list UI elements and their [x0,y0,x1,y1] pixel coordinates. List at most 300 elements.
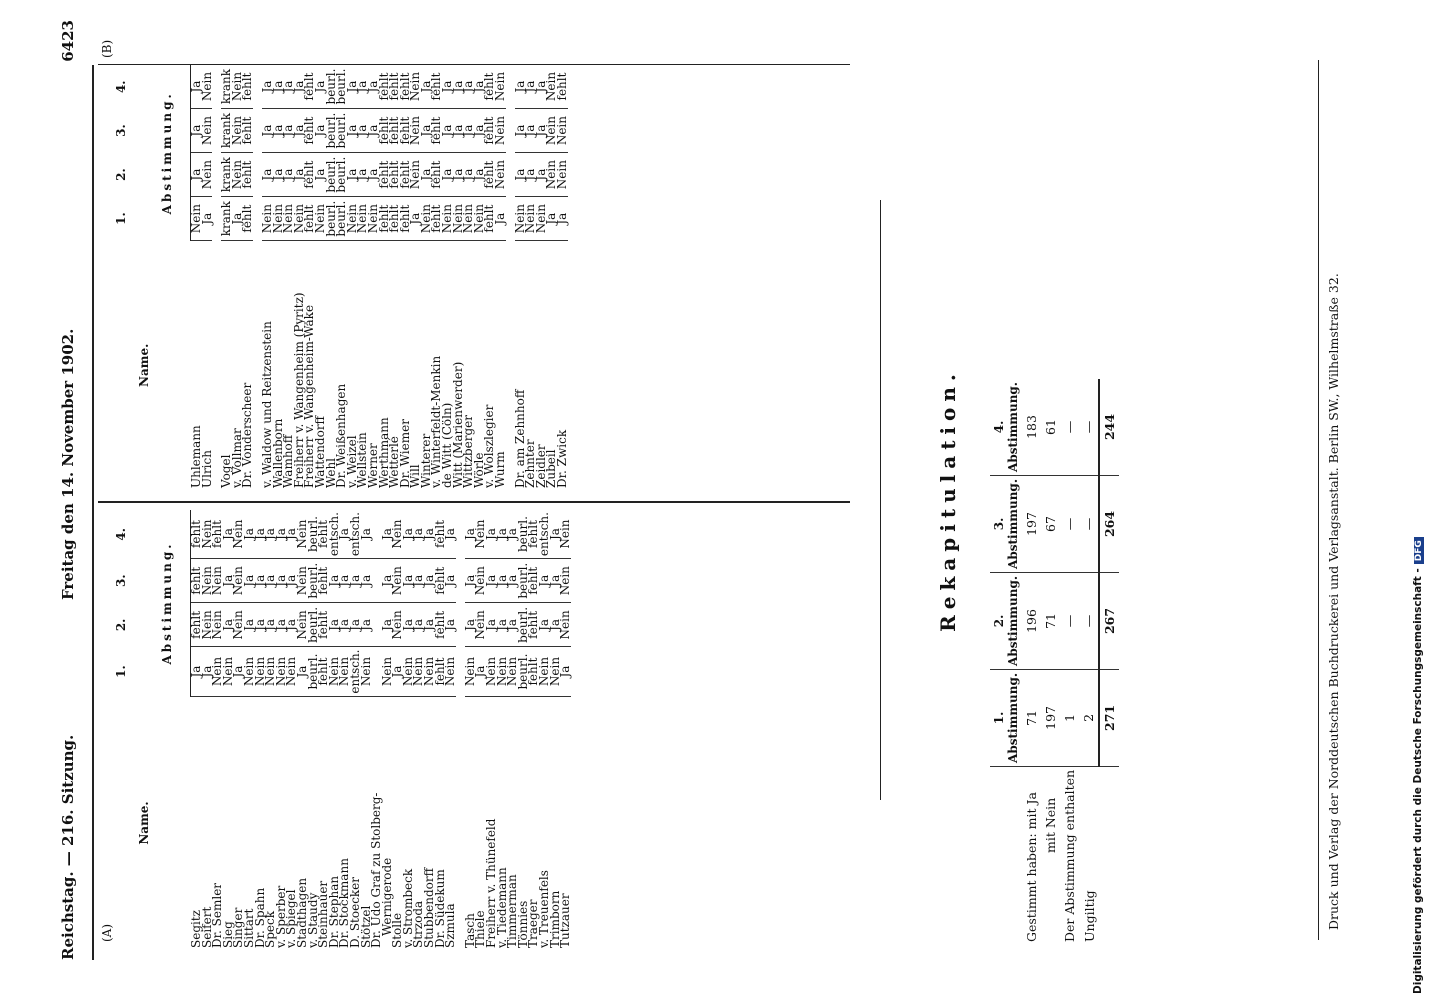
vote-cell-4: Ja [515,65,526,109]
vote-cell-4: fehlt [435,510,446,559]
vote-cell-3: Nein [560,559,571,603]
vote-cell-3: fehlt [379,109,390,153]
vote-cell-3: Ja [424,559,435,603]
vote-cell-4: Nein [233,510,244,559]
vote-cell-2: Ja [255,603,266,647]
recap-header-4: 4. Abstimmung. [990,379,1022,475]
vote-cell-3: fehlt [318,559,329,603]
vote-cell-2: fehlt [242,153,253,197]
vote-cell-4: Ja [474,65,485,109]
member-name: Zubeil [544,449,559,488]
vote-cell-1: Nein [339,647,350,696]
vote-cell-3: fehlt [528,559,539,603]
member-name: Steinhauer [316,880,331,948]
vote-cell-2: Nein [560,603,571,647]
vote-cell-1: Ja [202,197,213,241]
vote-cell-1: Nein [421,197,432,241]
vote-cell-2: krank [221,153,232,197]
vote-cell-3: Nein [232,109,243,153]
table-row [495,65,506,490]
vote-cell-4: fehlt [389,65,400,109]
member-name: Wetterlé [387,436,402,488]
vote-cell-4: Ja [191,65,202,109]
vote-cell-4: Nein [495,65,506,109]
vote-cell-3: Ja [465,559,476,603]
vote-cell-1: Ja [233,647,244,696]
vote-cell-1: fehlt [484,197,495,241]
vote-cell-2: Ja [421,153,432,197]
vote-cell-2: fehlt [431,153,442,197]
vote-cell-3: Ja [361,559,372,603]
member-name: v. Weizel [344,435,359,488]
vote-cell-1: fehlt [242,197,253,241]
vote-cell-3: Ja [262,109,273,153]
vote-cell-3: Nein [495,109,506,153]
vote-cell-1: Ja [232,197,243,241]
vote-cell-4: Ja [442,65,453,109]
vote-cell-1: Nein [283,197,294,241]
vote-cell-4: Ja [294,65,305,109]
member-name: Zeidler [533,444,548,488]
vote-cell-2: Nein [410,153,421,197]
vote-cell-1: fehlt [431,197,442,241]
member-name: Wellstein [355,432,370,488]
member-name: Will [408,464,423,488]
vote-cell-4: Ja [463,65,474,109]
vote-cell-2: Ja [283,153,294,197]
vote-cell-2: Ja [273,153,284,197]
member-name: Sieg [220,921,235,948]
recap-value-3: 197 [1022,475,1041,572]
vote-cell-1: Ja [495,197,506,241]
vote-cell-3: fehlt [484,109,495,153]
vote-cell-2: Ja [507,603,518,647]
vote-cell-3: beurl. [326,109,337,153]
recap-table [990,379,1119,945]
vote-cell-1: Nein [486,647,497,696]
vote-cell-3: Nein [557,109,568,153]
vote-cell-4: fehlt [484,65,495,109]
recap-value-3: — [1060,475,1079,572]
member-name: Stadthagen [294,877,309,948]
vote-cell-1: Nein [463,197,474,241]
vote-cell-3: Ja [536,109,547,153]
recap-value-2: — [1079,572,1099,669]
vote-cell-4: Nein [202,65,213,109]
section-rule [880,200,881,800]
vote-num-4: 4. [113,528,128,541]
vote-cell-4: beurl. [308,510,319,559]
vote-cell-4: Ja [445,510,456,559]
vote-cell-1: Nein [424,647,435,696]
vote-cell-2: Ja [525,153,536,197]
table-row [560,510,571,950]
vote-cell-4: Ja [507,510,518,559]
member-name: Freiherr v. Wangenheim-Wake [302,304,317,488]
vote-cell-2: fehlt [304,153,315,197]
votes-header: Abstimmung. [144,65,191,241]
vote-cell-3: Nein [475,559,486,603]
vote-cell-1: fehlt [400,197,411,241]
vote-cell-1: Ja [557,197,568,241]
vote-cell-3: Nein [410,109,421,153]
vote-cell-3: Ja [453,109,464,153]
vote-cell-4: Nein [297,510,308,559]
vote-cell-3: Ja [350,559,361,603]
vote-cell-3: Ja [315,109,326,153]
member-name: Wurm [493,451,508,488]
member-name: v. Spiegel [284,889,299,948]
vote-cell-2: Ja [223,603,234,647]
vote-cell-2: beurl. [336,153,347,197]
member-name: Strzoda [411,900,426,948]
vote-cell-4: Ja [276,510,287,559]
vote-cell-1: Nein [294,197,305,241]
vote-num-3: 3. [113,124,128,137]
vote-cell-3: Ja [442,109,453,153]
vote-cell-1: Nein [223,647,234,696]
vote-cell-3: Ja [276,559,287,603]
vote-cell-2: Ja [315,153,326,197]
recap-total-row [1099,379,1119,945]
table-row [557,65,568,490]
vote-cell-3: Ja [347,109,358,153]
vote-cell-2: beurl. [308,603,319,647]
vote-cell-4: Nein [202,510,213,559]
recap-value-1: 71 [1022,669,1041,766]
vote-cell-2: Ja [276,603,287,647]
vote-cell-1: fehlt [304,197,315,241]
member-name: Dr. Stephan [326,875,341,948]
vote-num-1: 1. [113,212,128,225]
vote-cell-1: fehlt [379,197,390,241]
vote-cell-4: Ja [550,510,561,559]
vote-cell-3: fehlt [242,109,253,153]
vote-cell-1: beurl. [308,647,319,696]
member-name: Zehnter [523,439,538,488]
vote-cell-1: fehlt [528,647,539,696]
recap-value-4: — [1079,379,1099,475]
vote-cell-3: Ja [294,109,305,153]
member-name: Winterer [418,433,433,488]
vote-cell-2: Ja [442,153,453,197]
column-divider [98,501,850,503]
vote-cell-1: Nein [212,647,223,696]
vote-cell-4: Nein [232,65,243,109]
page-number: 6423 [59,20,77,62]
vote-cell-1: Nein [347,197,358,241]
member-name: Dr. Zwick [555,429,569,488]
vote-cell-2: Ja [191,153,202,197]
vote-cell-2: beurl. [518,603,529,647]
vote-cell-1: Nein [329,647,340,696]
vote-cell-3: Ja [550,559,561,603]
recap-row [1022,379,1041,945]
vote-cell-2: Ja [244,603,255,647]
member-name: Witt (Marienwerder) [450,361,465,488]
member-name: Freiherr v. Thünefeld [484,818,499,948]
page-header [55,20,81,960]
marker-a: (A) [100,923,114,942]
member-name: Dr. Weißenhagen [334,383,349,488]
vote-cell-4: Ja [368,65,379,109]
vote-cell-1: Nein [382,647,393,696]
vote-cell-4: Ja [347,65,358,109]
vote-cell-1: Ja [475,647,486,696]
vote-cell-3: Ja [539,559,550,603]
recap-row [1041,379,1060,945]
vote-cell-4: fehlt [242,65,253,109]
member-name: v. Strombeck [400,868,415,948]
member-name: Trimborn [547,890,562,948]
member-name: Dr. am Zehnhoff [512,389,527,488]
vote-cell-1: Nein [361,647,372,696]
vote-cell-4: Nein [560,510,571,559]
member-name: de Witt (Cöln) [440,402,455,488]
vote-cell-2: Ja [262,153,273,197]
vote-cell-2: Ja [361,603,372,647]
vote-cell-3: Ja [357,109,368,153]
vote-cell-2: fehlt [528,603,539,647]
vote-cell-1: Nein [276,647,287,696]
member-name: Tönnies [515,900,530,948]
name-column-header: Name. [136,801,151,845]
vote-cell-2: Nein [297,603,308,647]
digitization-note [1412,4,1424,994]
recap-header-2: 2. Abstimmung. [990,572,1022,669]
member-name: Speck [263,911,278,948]
vote-cell-1: Nein [474,197,485,241]
table-row [242,65,253,490]
vote-cell-3: Ja [329,559,340,603]
vote-cell-3: fehlt [389,109,400,153]
vote-cell-1: krank [221,197,232,241]
vote-cell-3: Ja [273,109,284,153]
vote-table-right [98,65,568,490]
table-row [202,65,213,490]
vote-cell-1: beurl. [518,647,529,696]
vote-cell-2: Ja [294,153,305,197]
imprint: Druck und Verlag der Norddeutschen Buchdruckerei und Verlagsanstalt. Berlin SW., Wilhelmstraße 32. [1326,273,1341,930]
recap-value-3: — [1079,475,1099,572]
vote-cell-1: fehlt [318,647,329,696]
votes-header: Abstimmung. [144,510,191,696]
vote-cell-2: Ja [339,603,350,647]
vote-cell-1: fehlt [435,647,446,696]
member-name: Vogel [219,454,234,488]
member-name: Thiele [473,910,488,948]
member-name: Wernigerode [379,857,394,936]
vote-cell-4: Ja [382,510,393,559]
vote-cell-1: Ja [392,647,403,696]
vote-cell-3: krank [221,109,232,153]
recap-total-1: 271 [1099,669,1119,766]
member-name: Wallenborn [270,418,285,488]
vote-cell-3: Ja [191,109,202,153]
vote-cell-3: Ja [339,559,350,603]
vote-cell-1: Nein [244,647,255,696]
vote-num-4: 4. [113,80,128,94]
recap-value-2: — [1060,572,1079,669]
member-name: Traeger [526,899,541,948]
recap-value-4: 183 [1022,379,1041,475]
vote-cell-2: fehlt [318,603,329,647]
vote-cell-2: Ja [536,153,547,197]
member-name: Singer [231,907,246,948]
vote-cell-1: Nein [368,197,379,241]
member-name: Wamhoff [281,434,296,488]
vote-cell-2: Nein [557,153,568,197]
vote-cell-3: beurl. [308,559,319,603]
marker-b: (B) [100,39,114,58]
vote-cell-1: Ja [560,647,571,696]
vote-cell-1: Nein [507,647,518,696]
vote-cell-1: Nein [465,647,476,696]
name-column-header: Name. [136,343,151,387]
vote-cell-2: Ja [539,603,550,647]
vote-cell-2: Ja [368,153,379,197]
member-name: v. Waldow und Reitzenstein [259,321,274,488]
vote-cell-4: beurl. [336,65,347,109]
vote-cell-4: Ja [283,65,294,109]
vote-cell-2: Nein [202,153,213,197]
recap-label: Ungiltig [1081,890,1097,942]
vote-cell-3: fehlt [191,559,202,603]
recap-label: Gestimmt haben: mit Ja [1024,792,1039,942]
recap-label: mit Nein [1043,797,1058,853]
vote-cell-4: Ja [255,510,266,559]
recap-value-2: 71 [1041,572,1060,669]
recap-value-3: 67 [1041,475,1060,572]
member-name: Sittart [241,908,256,948]
digitization-text: Digitalisierung gefördert durch die Deutsche Forschungsgemeinschaft - [1412,568,1424,994]
member-name: Dr. Stockmann [337,858,352,948]
vote-cell-2: Ja [453,153,464,197]
vote-cell-3: Ja [368,109,379,153]
vote-cell-2: beurl. [326,153,337,197]
vote-cell-4: Ja [465,510,476,559]
vote-cell-4: Nein [546,65,557,109]
vote-cell-3: Ja [421,109,432,153]
recap-row [1079,379,1099,945]
vote-cell-1: Nein [265,647,276,696]
vote-cell-1: Nein [515,197,526,241]
vote-cell-3: Nein [202,109,213,153]
member-name: v. Wolszlegier [482,404,497,488]
vote-cell-3: beurl. [336,109,347,153]
vote-cell-4: fehlt [212,510,223,559]
vote-cell-4: entsch. [350,510,361,559]
recap-table-wrap [990,382,1119,945]
vote-cell-4: Nein [392,510,403,559]
vote-cell-4: Ja [361,510,372,559]
vote-cell-3: fehlt [435,559,446,603]
member-name: Tutzauer [558,893,573,948]
vote-cell-3: fehlt [304,109,315,153]
vote-cell-1: entsch. [350,647,361,696]
vote-cell-4: beurl. [518,510,529,559]
vote-cell-1: Nein [550,647,561,696]
vote-cell-2: Ja [424,603,435,647]
member-name: Dr. Semler [210,882,225,948]
recap-total-2: 267 [1099,572,1119,669]
member-name: Stolle [390,912,405,948]
vote-cell-4: fehlt [431,65,442,109]
vote-cell-2: Ja [403,603,414,647]
member-name: Uhlemann [188,425,203,488]
vote-cell-1: beurl. [326,197,337,241]
vote-cell-2: Ja [329,603,340,647]
vote-cell-4: Nein [475,510,486,559]
member-name: Werner [365,443,380,488]
vote-cell-4: fehlt [304,65,315,109]
vote-cell-4: Ja [525,65,536,109]
vote-num-1: 1. [113,665,128,678]
member-name: Segitz [188,910,203,948]
vote-cell-2: Nein [212,603,223,647]
vote-cell-3: fehlt [400,109,411,153]
member-name: Stubbendorff [422,867,437,948]
vote-cell-3: fehlt [431,109,442,153]
vote-cell-4: Ja [244,510,255,559]
vote-cell-3: Ja [265,559,276,603]
vote-cell-2: fehlt [389,153,400,197]
vote-cell-3: Ja [515,109,526,153]
recap-header-3: 3. Abstimmung. [990,475,1022,572]
vote-cell-4: fehlt [379,65,390,109]
vote-cell-3: Ja [497,559,508,603]
vote-cell-4: Ja [339,510,350,559]
vote-cell-3: Ja [255,559,266,603]
member-name: Tasch [462,913,477,948]
vote-cell-3: Ja [474,109,485,153]
vote-cell-4: Ja [497,510,508,559]
member-name: Dr. Udo Graf zu Stolberg- [369,792,384,948]
vote-cell-2: Ja [550,603,561,647]
vote-cell-3: Ja [525,109,536,153]
vote-cell-4: Ja [262,65,273,109]
header-rule [92,65,94,960]
vote-cell-4: krank [221,65,232,109]
member-name: Dr. Spahn [252,887,267,948]
vote-cell-2: Ja [474,153,485,197]
vote-cell-1: Nein [403,647,414,696]
member-name: Szmula [443,903,458,948]
vote-cell-1: Nein [273,197,284,241]
vote-cell-2: fehlt [400,153,411,197]
vote-cell-1: Nein [413,647,424,696]
vote-cell-1: Nein [191,197,202,241]
vote-cell-2: Ja [465,603,476,647]
recap-total-4: 244 [1099,379,1119,475]
vote-cell-2: fehlt [435,603,446,647]
vote-cell-1: Nein [255,647,266,696]
vote-cell-3: Ja [486,559,497,603]
vote-cell-3: Ja [283,109,294,153]
vote-cell-2: Nein [202,603,213,647]
vote-cell-2: Nein [495,153,506,197]
vote-cell-4: fehlt [318,510,329,559]
vote-cell-3: Nein [297,559,308,603]
header-left: Reichstag. — 216. Sitzung. [59,734,77,960]
vote-cell-4: Ja [273,65,284,109]
vote-cell-1: Nein [536,197,547,241]
member-name: v. Staudy [305,892,320,948]
vote-cell-3: Ja [463,109,474,153]
recap-value-1: 2 [1079,669,1099,766]
recap-value-1: 1 [1060,669,1079,766]
member-name: Dr. Wiemer [397,419,412,488]
